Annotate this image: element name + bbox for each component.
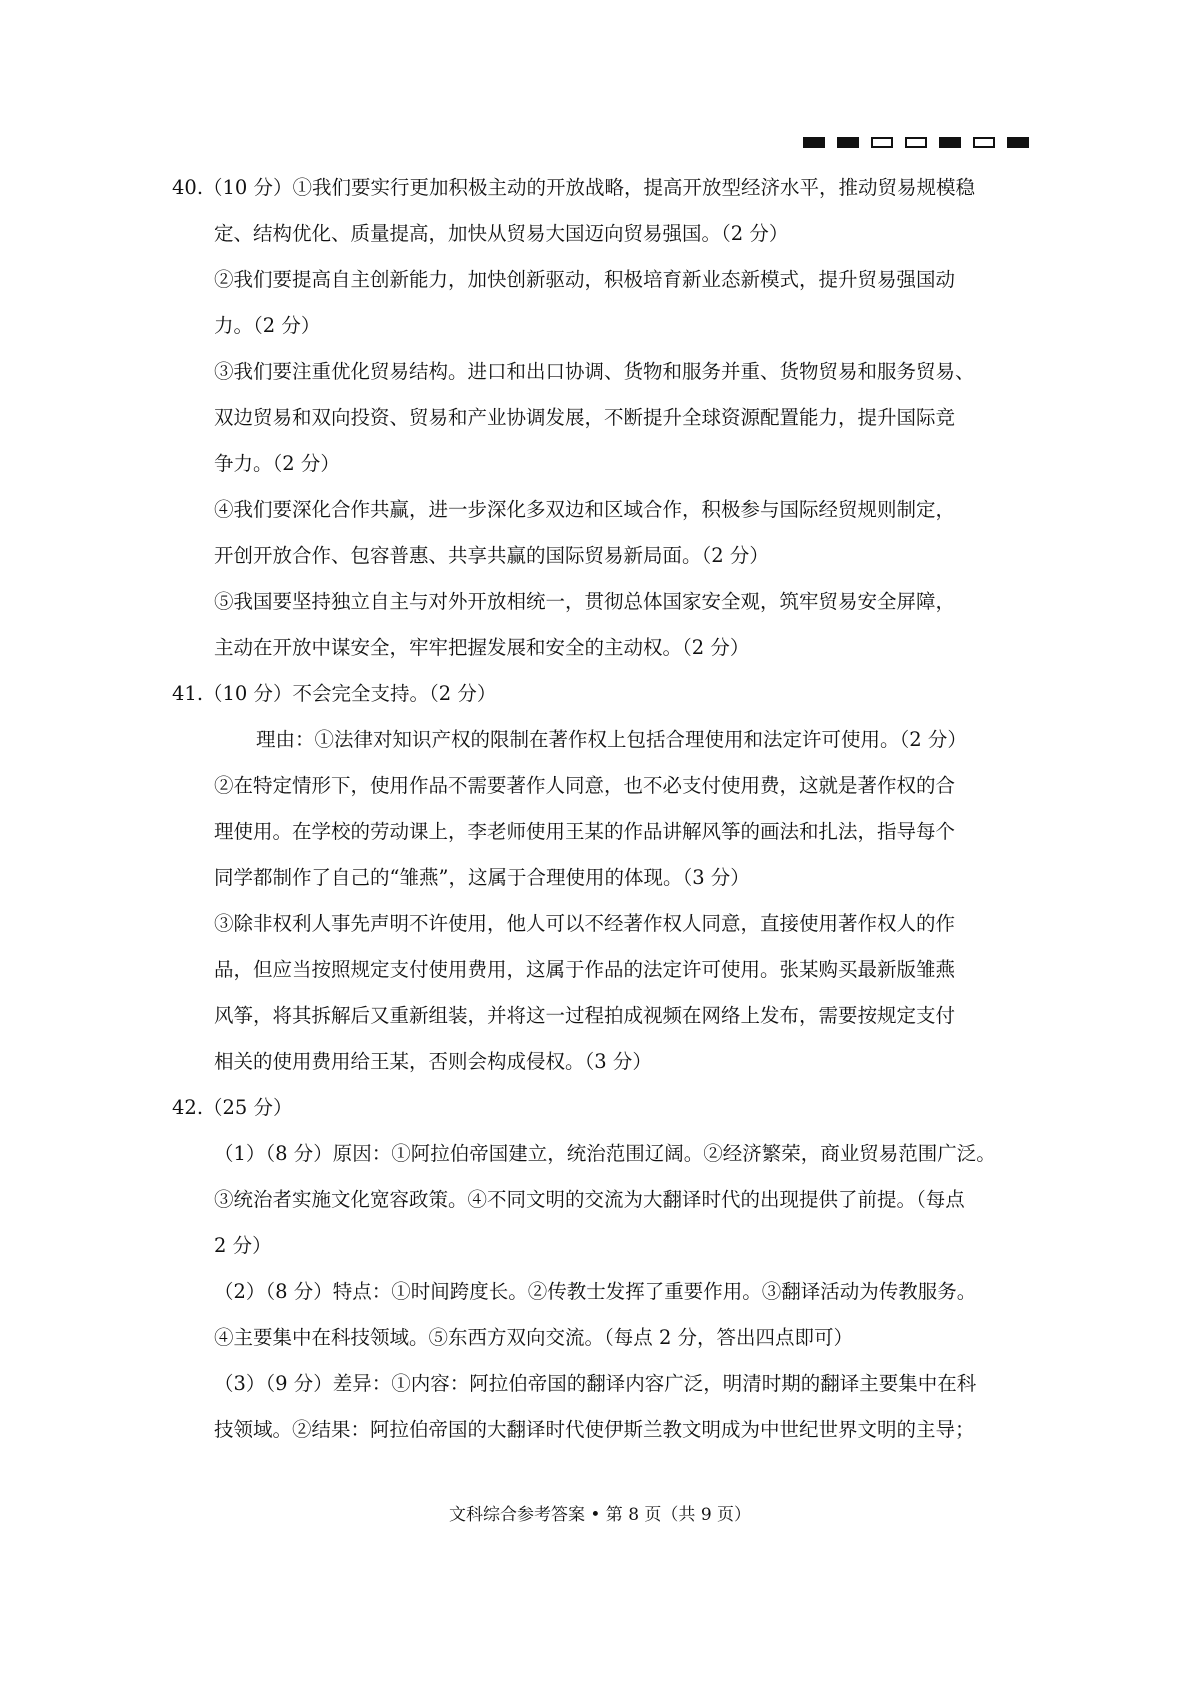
q42-line: 42.（25 分）	[172, 1096, 293, 1119]
q42-line: （3）（9 分）差异：①内容：阿拉伯帝国的翻译内容广泛，明清时期的翻译主要集中在科	[214, 1372, 977, 1395]
q41-line: 同学都制作了自己的“雏燕”，这属于合理使用的体现。（3 分）	[214, 866, 750, 889]
q40-line: ②我们要提高自主创新能力，加快创新驱动，积极培育新业态新模式，提升贸易强国动	[214, 268, 956, 291]
q42-line: （1）（8 分）原因：①阿拉伯帝国建立，统治范围辽阔。②经济繁荣，商业贸易范围广泛。	[214, 1142, 996, 1165]
q41-line: 风筝，将其拆解后又重新组装，并将这一过程拍成视频在网络上发布，需要按规定支付	[214, 1004, 956, 1027]
mark-square	[905, 137, 927, 148]
q40-line: 力。（2 分）	[214, 314, 321, 337]
q40-line: ⑤我国要坚持独立自主与对外开放相统一，贯彻总体国家安全观，筑牢贸易安全屏障，	[214, 590, 956, 613]
q42-line: ③统治者实施文化宽容政策。④不同文明的交流为大翻译时代的出现提供了前提。（每点	[214, 1188, 965, 1211]
mark-square	[803, 137, 825, 148]
q41-line: ②在特定情形下，使用作品不需要著作人同意，也不必支付使用费，这就是著作权的合	[214, 774, 956, 797]
mark-square	[1007, 137, 1029, 148]
q41-line: 理由：①法律对知识产权的限制在著作权上包括合理使用和法定许可使用。（2 分）	[256, 728, 967, 751]
q42-line: 技领域。②结果：阿拉伯帝国的大翻译时代使伊斯兰教文明成为中世纪世界文明的主导；	[214, 1418, 975, 1441]
q40-line: 双边贸易和双向投资、贸易和产业协调发展，不断提升全球资源配置能力，提升国际竞	[214, 406, 956, 429]
q41-line: 相关的使用费用给王某，否则会构成侵权。（3 分）	[214, 1050, 652, 1073]
q40-line: 主动在开放中谋安全，牢牢把握发展和安全的主动权。（2 分）	[214, 636, 750, 659]
q42-line: （2）（8 分）特点：①时间跨度长。②传教士发挥了重要作用。③翻译活动为传教服务。	[214, 1280, 977, 1303]
page-footer: 文科综合参考答案 • 第 8 页（共 9 页）	[448, 1505, 752, 1525]
q40-line: 40.（10 分）①我们要实行更加积极主动的开放战略，提高开放型经济水平，推动贸易规模稳	[172, 176, 976, 199]
q40-line: 开创开放合作、包容普惠、共享共赢的国际贸易新局面。（2 分）	[214, 544, 769, 567]
q40-line: 定、结构优化、质量提高，加快从贸易大国迈向贸易强国。（2 分）	[214, 222, 789, 245]
mark-square	[939, 137, 961, 148]
q40-line: 争力。（2 分）	[214, 452, 340, 475]
q41-line: ③除非权利人事先声明不许使用，他人可以不经著作权人同意，直接使用著作权人的作	[214, 912, 956, 935]
mark-square	[973, 137, 995, 148]
q40-line: ④我们要深化合作共赢，进一步深化多双边和区域合作，积极参与国际经贸规则制定，	[214, 498, 956, 521]
mark-square	[871, 137, 893, 148]
q41-line: 理使用。在学校的劳动课上，李老师使用王某的作品讲解风筝的画法和扎法，指导每个	[214, 820, 956, 843]
mark-square	[837, 137, 859, 148]
header-marks	[803, 137, 1029, 148]
q42-line: 2 分）	[214, 1234, 272, 1257]
q40-line: ③我们要注重优化贸易结构。进口和出口协调、货物和服务并重、货物贸易和服务贸易、	[214, 360, 975, 383]
q42-line: ④主要集中在科技领域。⑤东西方双向交流。（每点 2 分，答出四点即可）	[214, 1326, 854, 1349]
q41-line: 41.（10 分）不会完全支持。（2 分）	[172, 682, 497, 705]
q41-line: 品，但应当按照规定支付使用费用，这属于作品的法定许可使用。张某购买最新版雏燕	[214, 958, 956, 981]
